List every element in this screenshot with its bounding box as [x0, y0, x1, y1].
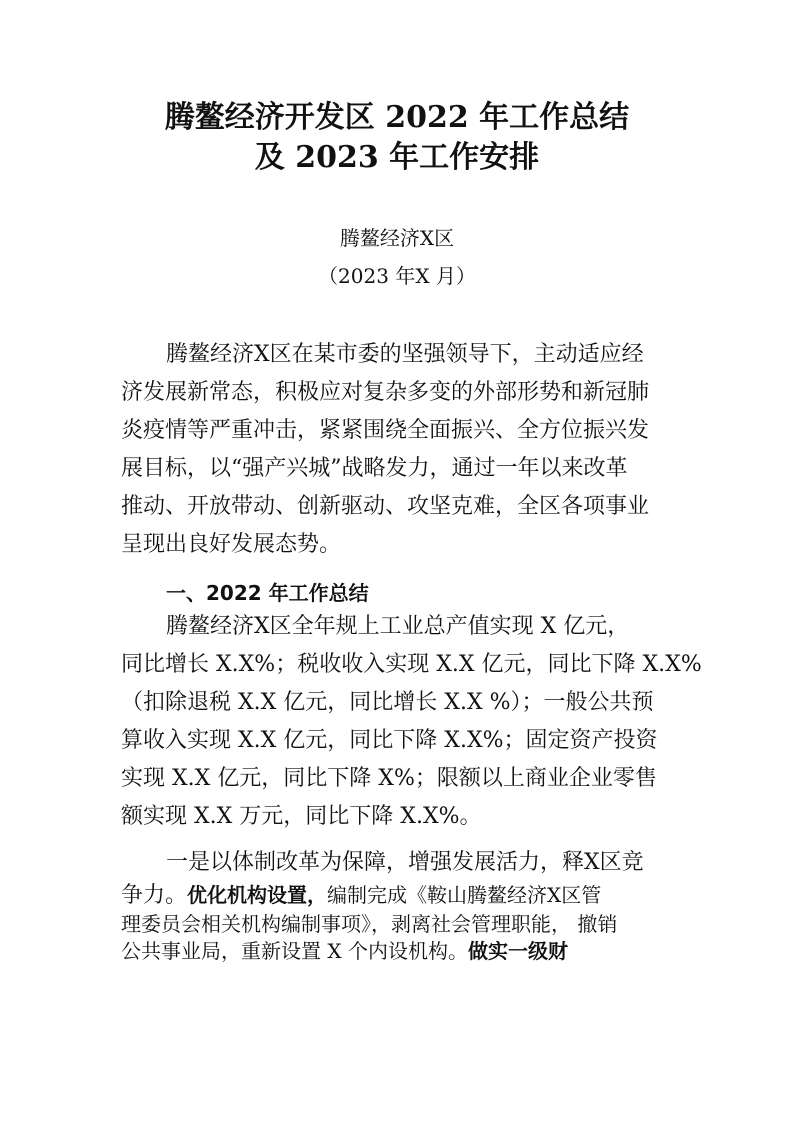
item-one-line	[121, 880, 601, 911]
item-one-line: 一是以体制改革为保障，增强发展活力，释X区竞	[166, 850, 644, 875]
summary-line: 额实现 X.X 万元，同比下降 X.X%。	[121, 804, 482, 829]
document-date: （2023 年X 月）	[318, 264, 476, 288]
intro-line: 呈现出良好发展态势。	[121, 532, 342, 557]
document-title-line-1: 腾鳌经济开发区 2022 年工作总结	[164, 100, 630, 135]
intro-line: 推动、开放带动、创新驱动、攻坚克难，全区各项事业	[121, 494, 650, 519]
intro-line: 济发展新常态，积极应对复杂多变的外部形势和新冠肺	[121, 380, 650, 405]
item-one-lead-text: 争力。	[121, 883, 188, 908]
document-author: 腾鳌经济X区	[339, 226, 455, 250]
summary-line: 实现 X.X 亿元，同比下降 X%；限额以上商业企业零售	[121, 766, 657, 791]
summary-line: （扣除退税 X.X 亿元，同比增长 X.X %）；一般公共预	[121, 690, 654, 715]
item-one-bold-heading: 优化机构设置，	[187, 883, 328, 907]
section-heading: 一、2022 年工作总结	[166, 581, 369, 605]
summary-line: 同比增长 X.X%；税收收入实现 X.X 亿元，同比下降 X.X%	[121, 652, 702, 677]
item-one-line: 理委员会相关机构编制事项》，剥离社会管理职能， 撤销	[121, 912, 618, 936]
item-one-text: 编制完成《鞍山腾鳌经济X区管	[327, 883, 602, 907]
item-one-text: 公共事业局，重新设置 X 个内设机构。	[121, 939, 468, 963]
summary-line: 算收入实现 X.X 亿元，同比下降 X.X%；固定资产投资	[121, 728, 658, 753]
document-title-line-2: 及 2023 年工作安排	[254, 140, 540, 175]
intro-line: 展目标，以“强产兴城”战略发力，通过一年以来改革	[121, 456, 628, 481]
summary-line: 腾鳌经济X区全年规上工业总产值实现 X 亿元，	[166, 614, 630, 639]
intro-line: 炎疫情等严重冲击，紧紧围绕全面振兴、全方位振兴发	[121, 418, 650, 443]
intro-line: 腾鳌经济X区在某市委的坚强领导下，主动适应经	[166, 342, 644, 367]
item-one-line	[121, 936, 568, 966]
item-one-bold-heading: 做实一级财	[467, 939, 568, 963]
